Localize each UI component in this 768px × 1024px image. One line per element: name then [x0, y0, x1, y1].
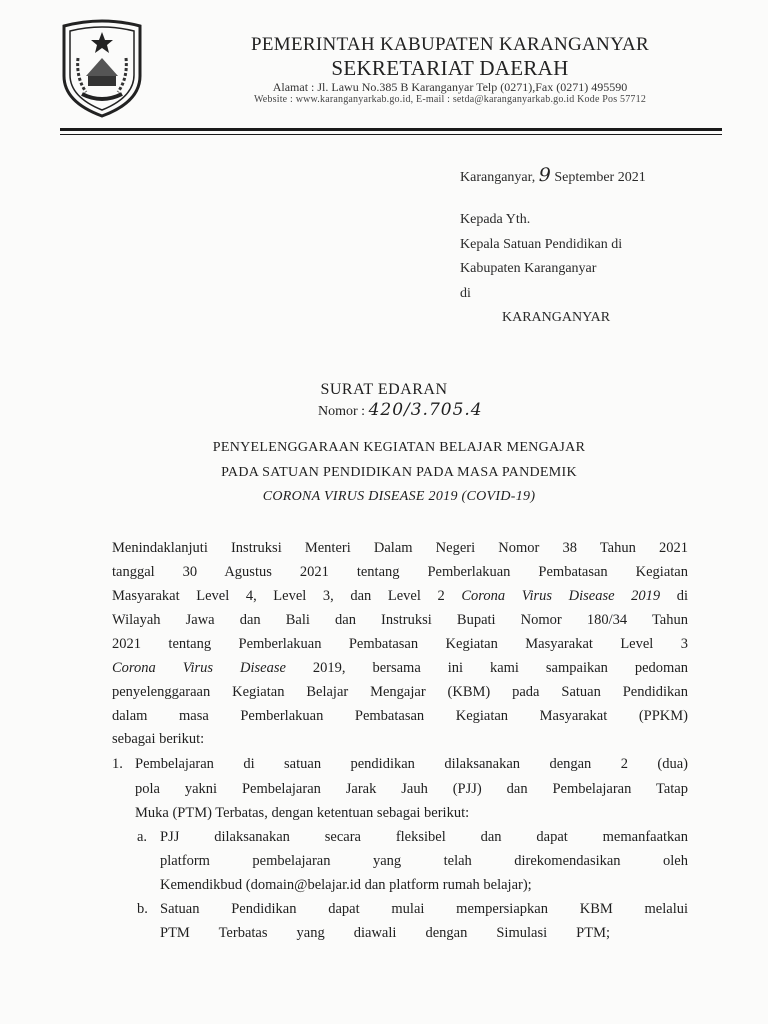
letter-day-handwritten: 9 — [538, 164, 551, 186]
list-item-line: Muka (PTM) Terbatas, dengan ketentuan sebagai berikut: — [135, 805, 470, 821]
document-type-title: SURAT EDARAN — [320, 381, 448, 398]
document-number-handwritten: 420/3.705.4 — [368, 400, 483, 420]
paragraph-line: Menindaklanjuti Instruksi Menteri Dalam Negeri Nomor 38 Tahun 2021 — [112, 540, 688, 556]
list-item-line: pola yakni Pembelajaran Jarak Jauh (PJJ) dan Pembelajaran Tatap — [135, 781, 688, 797]
paragraph-text: di — [676, 588, 689, 604]
recipient-line: Kepala Satuan Pendidikan di — [460, 237, 623, 252]
letterhead-website: Website : www.karanganyarkab.go.id, E-mail : setda@karanganyarkab.go.id Kode Pos 57712 — [253, 94, 647, 105]
paragraph-text: 2019, bersama ini kami sampaikan pedoman — [312, 660, 689, 676]
sublist-item-line: PJJ dilaksanakan secara fleksibel dan dapat memanfaatkan — [160, 829, 688, 845]
subject-line-italic: CORONA VIRUS DISEASE 2019 (COVID-19) — [262, 489, 536, 504]
letterhead-rule-thick — [60, 128, 722, 131]
recipient-line: di — [460, 286, 471, 301]
paragraph-line — [112, 588, 688, 605]
sublist-item-line: platform pembelajaran yang telah direkomendasikan oleh — [160, 853, 688, 869]
recipient-city: KARANGANYAR — [502, 310, 611, 325]
paragraph-line: dalam masa Pemberlakuan Pembatasan Kegiatan Masyarakat (PPKM) — [112, 708, 688, 724]
sublist-letter: a. — [137, 829, 148, 845]
paragraph-line: Wilayah Jawa dan Bali dan Instruksi Bupati Nomor 180/34 Tahun — [112, 612, 688, 628]
paragraph-line — [112, 660, 688, 677]
document-number-label: Nomor : — [318, 404, 366, 419]
paragraph-line: penyelenggaraan Kegiatan Belajar Mengajar (KBM) pada Satuan Pendidikan — [112, 684, 688, 700]
subject-line: PENYELENGGARAAN KEGIATAN BELAJAR MENGAJAR — [212, 440, 586, 455]
paragraph-line: sebagai berikut: — [112, 731, 205, 747]
letterhead-rule-thin — [60, 134, 722, 135]
sublist-item-line: PTM Terbatas yang diawali dengan Simulasi PTM; — [160, 925, 610, 941]
paragraph-text: Masyarakat Level 4, Level 3, dan Level 2 — [112, 588, 445, 604]
letter-place: Karanganyar, — [460, 170, 536, 185]
letter-month-year: September 2021 — [554, 170, 646, 185]
paragraph-line: 2021 tentang Pemberlakuan Pembatasan Kegiatan Masyarakat Level 3 — [112, 636, 688, 652]
letter-date — [460, 164, 646, 186]
letterhead-address: Alamat : Jl. Lawu No.385 B Karanganyar Telp (0271),Fax (0271) 495590 — [272, 80, 628, 94]
letterhead-government-name: PEMERINTAH KABUPATEN KARANGANYAR — [251, 34, 649, 55]
recipient-line: Kepada Yth. — [460, 212, 531, 227]
regency-coat-of-arms-icon — [56, 18, 148, 118]
list-number: 1. — [112, 756, 123, 772]
sublist-item-line: Satuan Pendidikan dapat mulai mempersiapkan KBM melalui — [160, 901, 688, 917]
subject-line: PADA SATUAN PENDIDIKAN PADA MASA PANDEMIK — [221, 465, 577, 480]
paragraph-italic-text: Corona Virus Disease 2019 — [461, 588, 661, 604]
paragraph-line: tanggal 30 Agustus 2021 tentang Pemberlakuan Pembatasan Kegiatan — [112, 564, 688, 580]
sublist-letter: b. — [137, 901, 148, 917]
letterhead-office-name: SEKRETARIAT DAERAH — [331, 56, 569, 80]
paragraph-italic-text: Corona Virus Disease — [112, 660, 286, 676]
recipient-line: Kabupaten Karanganyar — [460, 261, 597, 276]
sublist-item-line: Kemendikbud (domain@belajar.id dan platform rumah belajar); — [160, 877, 532, 893]
list-item-line: Pembelajaran di satuan pendidikan dilaksanakan dengan 2 (dua) — [135, 756, 688, 772]
document-number — [318, 400, 483, 420]
